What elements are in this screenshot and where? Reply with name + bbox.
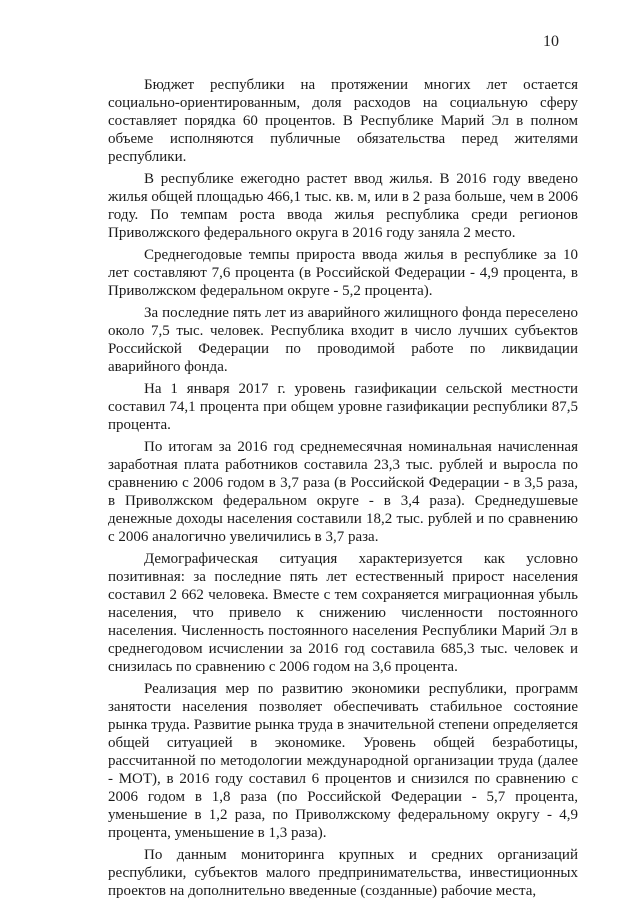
- paragraph-labor-market: Реализация мер по развитию экономики республики, программ занятости населения позволяет обеспечивать стабильное состояние рынка труда. Развитие рынка труда в значительной степени определяется общей ситуацией в экономике. Уровень общей безработицы, рассчитанной по методологии международной организации труда (далее - МОТ), в 2016 году составил 6 процентов и снизился по сравнению с 2006 годом в 1,8 раза (по Российской Федерации - 5,7 процента, уменьшение в 1,2 раза, по Приволжскому федеральному округу - 4,9 процента, уменьшение в 1,3 раза).: [108, 681, 578, 841]
- paragraph-budget: Бюджет республики на протяжении многих лет остается социально-ориентированным, доля расходов на социальную сферу составляет порядка 60 процентов. В Республике Марий Эл в полном объеме исполняются публичные обязательства перед жителями республики.: [108, 77, 578, 165]
- paragraph-housing: В республике ежегодно растет ввод жилья. В 2016 году введено жилья общей площадью 466,1 тыс. кв. м, или в 2 раза больше, чем в 2006 году. По темпам роста ввода жилья республика среди регионов Приволжского федерального округа в 2016 году заняла 2 место.: [108, 171, 578, 241]
- paragraph-demography: Демографическая ситуация характеризуется как условно позитивная: за последние пять лет естественный прирост населения составил 2 662 человека. Вместе с тем сохраняется миграционная убыль населения, что привело к снижению численности постоянного населения. Численность постоянного населения Республики Марий Эл в среднегодовом исчислении за 2016 год составила 685,3 тыс. человек и снизилась по сравнению с 2006 годом на 3,6 процента.: [108, 551, 578, 675]
- paragraph-wages: По итогам за 2016 год среднемесячная номинальная начисленная заработная плата работников составила 23,3 тыс. рублей и выросла по сравнению с 2006 годом в 3,7 раза (в Российской Федерации - в 3,5 раза, в Приволжском федеральном округе - в 3,4 раза). Среднедушевые денежные доходы населения составили 18,2 тыс. рублей и по сравнению с 2006 аналогично увеличились в 3,7 раза.: [108, 439, 578, 545]
- page-number: 10: [543, 33, 559, 50]
- paragraph-emergency-housing: За последние пять лет из аварийного жилищного фонда переселено около 7,5 тыс. человек. Республика входит в число лучших субъектов Российской Федерации по проводимой работе по ликвидации аварийного фонда.: [108, 305, 578, 375]
- paragraph-monitoring: По данным мониторинга крупных и средних организаций республики, субъектов малого предпринимательства, инвестиционных проектов на дополнительно введенные (созданные) рабочие места,: [108, 847, 578, 899]
- paragraph-housing-growth: Среднегодовые темпы прироста ввода жилья в республике за 10 лет составляют 7,6 процента (в Российской Федерации - 4,9 процента, в Приволжском федеральном округе - 5,2 процента).: [108, 247, 578, 299]
- document-body: [108, 76, 578, 904]
- paragraph-gasification: На 1 января 2017 г. уровень газификации сельской местности составил 74,1 процента при общем уровне газификации республики 87,5 процента.: [108, 381, 578, 433]
